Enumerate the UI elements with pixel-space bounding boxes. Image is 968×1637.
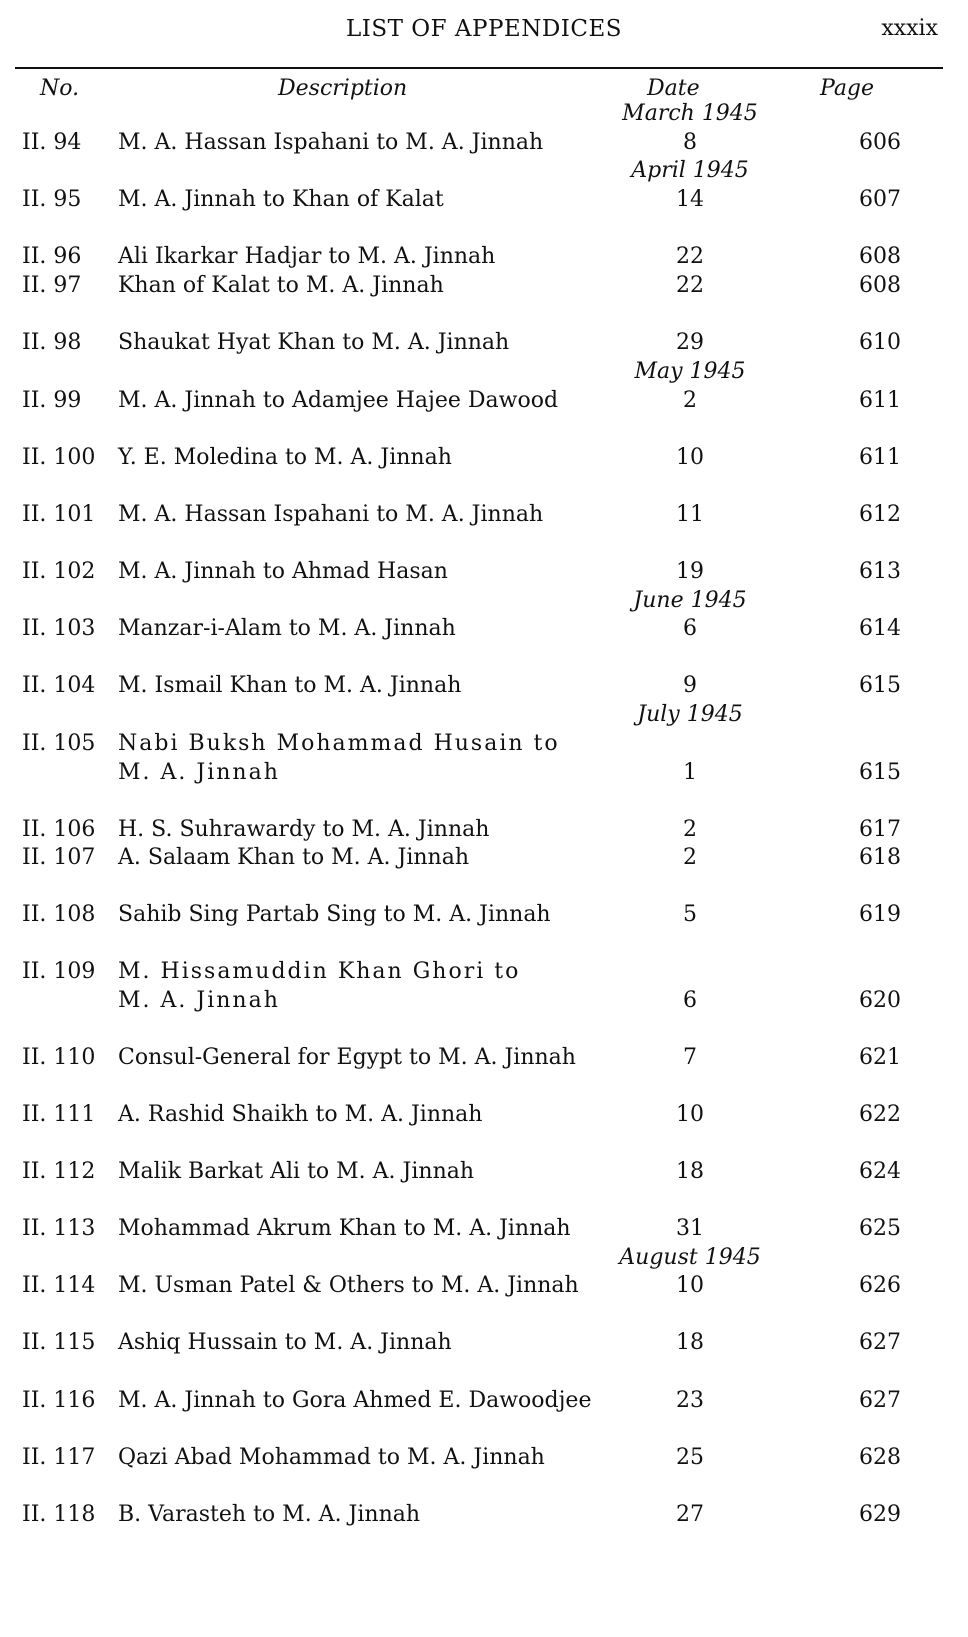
row-description: Malik Barkat Ali to M. A. Jinnah (118, 1159, 475, 1184)
row-number: II. 99 (22, 388, 82, 413)
row-number: II. 108 (22, 902, 96, 927)
month-heading: July 1945 (637, 702, 743, 727)
row-date: 6 (683, 616, 697, 641)
row-page: 608 (859, 273, 901, 298)
row-description: M. A. Jinnah to Adamjee Hajee Dawood (118, 388, 559, 413)
row-number: II. 112 (22, 1159, 96, 1184)
row-page: 606 (859, 130, 901, 155)
row-number: II. 104 (22, 673, 96, 698)
row-description: M. A. Jinnah to Khan of Kalat (118, 187, 444, 212)
row-description: B. Varasteh to M. A. Jinnah (118, 1502, 421, 1527)
row-page: 608 (859, 244, 901, 269)
row-date: 8 (683, 130, 697, 155)
row-description: Sahib Sing Partab Sing to M. A. Jinnah (118, 902, 551, 927)
row-description: M. Hissamuddin Khan Ghori to (118, 959, 521, 984)
row-number: II. 102 (22, 559, 96, 584)
row-date: 9 (683, 673, 697, 698)
row-page: 625 (859, 1216, 901, 1241)
row-page: 612 (859, 502, 901, 527)
row-number: II. 116 (22, 1388, 96, 1413)
row-description-continued: M. A. Jinnah (118, 760, 280, 785)
row-number: II. 101 (22, 502, 96, 527)
month-heading: April 1945 (631, 158, 749, 183)
column-header-page: Page (820, 76, 875, 101)
row-page: 611 (859, 388, 901, 413)
header-rule (15, 67, 943, 69)
row-description: Consul-General for Egypt to M. A. Jinnah (118, 1045, 576, 1070)
row-number: II. 115 (22, 1330, 96, 1355)
row-date: 18 (676, 1159, 704, 1184)
row-date: 23 (676, 1388, 704, 1413)
row-description-continued: M. A. Jinnah (118, 988, 280, 1013)
row-description: M. A. Hassan Ispahani to M. A. Jinnah (118, 502, 544, 527)
row-date: 10 (676, 1102, 704, 1127)
row-description: A. Rashid Shaikh to M. A. Jinnah (118, 1102, 483, 1127)
row-date: 10 (676, 1273, 704, 1298)
month-heading: May 1945 (634, 359, 746, 384)
row-description: Mohammad Akrum Khan to M. A. Jinnah (118, 1216, 571, 1241)
row-date: 25 (676, 1445, 704, 1470)
month-heading: June 1945 (633, 588, 747, 613)
row-description: M. Usman Patel & Others to M. A. Jinnah (118, 1273, 579, 1298)
row-number: II. 95 (22, 187, 82, 212)
row-number: II. 97 (22, 273, 82, 298)
row-page: 629 (859, 1502, 901, 1527)
row-date: 27 (676, 1502, 704, 1527)
row-number: II. 98 (22, 330, 82, 355)
column-header-date: Date (647, 76, 700, 101)
row-description: Nabi Buksh Mohammad Husain to (118, 731, 560, 756)
row-number: II. 114 (22, 1273, 96, 1298)
row-description: Ali Ikarkar Hadjar to M. A. Jinnah (118, 244, 496, 269)
page-header-title: LIST OF APPENDICES (345, 16, 623, 42)
row-page: 613 (859, 559, 901, 584)
row-page: 610 (859, 330, 901, 355)
row-page: 628 (859, 1445, 901, 1470)
row-number: II. 113 (22, 1216, 96, 1241)
column-header-description: Description (278, 76, 408, 101)
row-number: II. 111 (22, 1102, 96, 1127)
column-header-no: No. (40, 76, 80, 101)
row-description: Manzar-i-Alam to M. A. Jinnah (118, 616, 456, 641)
row-number: II. 118 (22, 1502, 96, 1527)
row-description: M. A. Hassan Ispahani to M. A. Jinnah (118, 130, 544, 155)
row-date: 11 (676, 502, 704, 527)
row-description: M. Ismail Khan to M. A. Jinnah (118, 673, 462, 698)
row-page: 619 (859, 902, 901, 927)
row-page: 621 (859, 1045, 901, 1070)
row-date: 22 (676, 244, 704, 269)
row-number: II. 103 (22, 616, 96, 641)
row-date: 14 (676, 187, 704, 212)
row-page: 607 (859, 187, 901, 212)
row-page: 622 (859, 1102, 901, 1127)
row-description: H. S. Suhrawardy to M. A. Jinnah (118, 817, 490, 842)
month-heading: August 1945 (619, 1245, 761, 1270)
row-date: 2 (683, 817, 697, 842)
row-page: 614 (859, 616, 901, 641)
row-date: 31 (676, 1216, 704, 1241)
row-description: Shaukat Hyat Khan to M. A. Jinnah (118, 330, 510, 355)
row-description: Y. E. Moledina to M. A. Jinnah (118, 445, 452, 470)
row-date: 6 (683, 988, 697, 1013)
row-number: II. 107 (22, 845, 96, 870)
row-date: 2 (683, 388, 697, 413)
row-page: 626 (859, 1273, 901, 1298)
row-number: II. 117 (22, 1445, 96, 1470)
row-date: 10 (676, 445, 704, 470)
row-number: II. 106 (22, 817, 96, 842)
row-page: 624 (859, 1159, 901, 1184)
row-number: II. 109 (22, 959, 96, 984)
row-page: 615 (859, 673, 901, 698)
row-page: 611 (859, 445, 901, 470)
row-page: 618 (859, 845, 901, 870)
row-number: II. 96 (22, 244, 82, 269)
row-date: 5 (683, 902, 697, 927)
month-heading: March 1945 (622, 101, 758, 126)
row-date: 29 (676, 330, 704, 355)
row-date: 18 (676, 1330, 704, 1355)
row-description: Khan of Kalat to M. A. Jinnah (118, 273, 444, 298)
row-date: 1 (683, 760, 697, 785)
row-description: M. A. Jinnah to Gora Ahmed E. Dawoodjee (118, 1388, 592, 1413)
row-description: Ashiq Hussain to M. A. Jinnah (118, 1330, 452, 1355)
row-number: II. 100 (22, 445, 96, 470)
row-number: II. 105 (22, 731, 96, 756)
page-number: xxxix (881, 16, 938, 41)
row-number: II. 110 (22, 1045, 96, 1070)
row-page: 615 (859, 760, 901, 785)
row-date: 19 (676, 559, 704, 584)
row-page: 617 (859, 817, 901, 842)
row-date: 2 (683, 845, 697, 870)
row-description: M. A. Jinnah to Ahmad Hasan (118, 559, 448, 584)
row-page: 620 (859, 988, 901, 1013)
row-date: 22 (676, 273, 704, 298)
row-description: Qazi Abad Mohammad to M. A. Jinnah (118, 1445, 545, 1470)
row-page: 627 (859, 1330, 901, 1355)
row-description: A. Salaam Khan to M. A. Jinnah (118, 845, 470, 870)
row-date: 7 (683, 1045, 697, 1070)
row-number: II. 94 (22, 130, 82, 155)
row-page: 627 (859, 1388, 901, 1413)
